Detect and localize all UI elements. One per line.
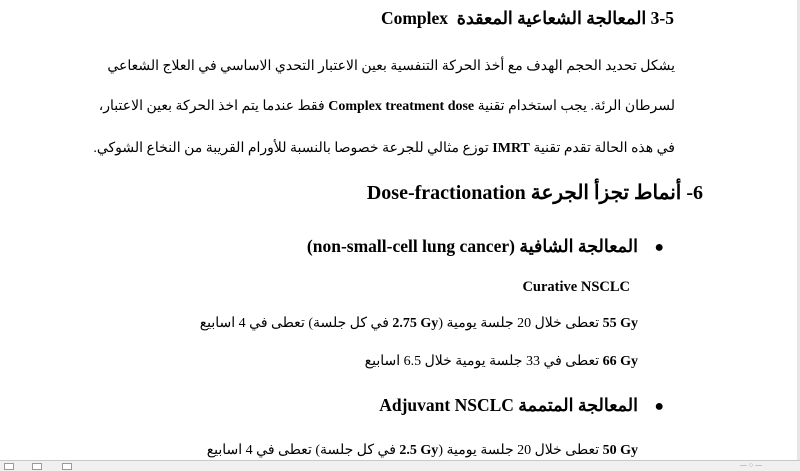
paragraph-text: لسرطان الرئة. يجب استخدام تقنية (477, 99, 675, 114)
heading-arabic: أنماط تجزأ الجرعة (530, 182, 682, 204)
paragraph-line-1 (107, 58, 675, 76)
dose-line-55gy (200, 315, 638, 333)
dose-value: 55 Gy (602, 316, 638, 331)
heading-latin: Dose-fractionation (366, 182, 526, 204)
paragraph-text: فقط عندما يتم اخذ الحركة بعين الاعتبار، (98, 99, 325, 114)
dose-line-50gy (207, 442, 638, 460)
dose-text: تعطى في 33 جلسة يومية خلال 6.5 اسابيع (364, 354, 600, 369)
dose-text: تعطى خلال 20 جلسة يومية ( (438, 316, 600, 331)
paragraph-text: توزع مثالي للجرعة خصوصا بالنسبة للأورام القريبة من النخاع الشوكي. (93, 141, 489, 156)
bullet-icon: ● (654, 398, 664, 415)
bullet-item-curative (307, 236, 664, 257)
dose-text: تعطى خلال 20 جلسة يومية ( (438, 443, 600, 458)
status-bar (0, 460, 800, 471)
bullet-arabic: المعالجة المتممة (518, 395, 638, 415)
dose-text: في كل جلسة) تعطى في 4 اسابيع (206, 443, 396, 458)
heading-section-3-5 (381, 8, 674, 29)
paragraph-text: يشكل تحديد الحجم الهدف مع أخذ الحركة التنفسية بعين الاعتبار التحدي الاساسي في العلاج الشعاعي (107, 59, 675, 74)
dose-text: في كل جلسة) تعطى في 4 اسابيع (199, 316, 389, 331)
heading-number: 6- (686, 182, 703, 204)
heading-number: 3-5 (650, 8, 674, 28)
bullet-latin: (non-small-cell lung cancer) (306, 236, 515, 256)
heading-section-6 (367, 180, 703, 205)
dose-value: 2.5 Gy (399, 443, 439, 458)
bullet-icon: ● (654, 239, 664, 256)
full-screen-view-icon[interactable] (32, 463, 42, 470)
paragraph-term: IMRT (492, 141, 530, 156)
bullet-latin: Adjuvant NSCLC (379, 395, 514, 415)
subheading-curative-nsclc (522, 279, 630, 296)
subheading-text: Curative NSCLC (522, 279, 630, 295)
heading-latin: Complex (380, 8, 449, 28)
bullet-arabic: المعالجة الشافية (519, 236, 638, 256)
print-layout-view-icon[interactable] (4, 463, 14, 470)
paragraph-text: في هذه الحالة تقدم تقنية (533, 141, 675, 156)
paragraph-line-2 (99, 98, 675, 116)
heading-arabic: المعالجة الشعاعية المعقدة (456, 8, 647, 28)
web-layout-view-icon[interactable] (62, 463, 72, 470)
dose-line-66gy (365, 353, 638, 371)
zoom-slider-icon[interactable]: — ○ — (739, 462, 762, 469)
dose-value: 66 Gy (602, 354, 638, 369)
bullet-item-adjuvant (379, 395, 664, 416)
paragraph-term: Complex treatment dose (328, 99, 475, 114)
dose-value: 50 Gy (602, 443, 638, 458)
dose-value: 2.75 Gy (392, 316, 439, 331)
paragraph-line-3 (93, 140, 675, 158)
